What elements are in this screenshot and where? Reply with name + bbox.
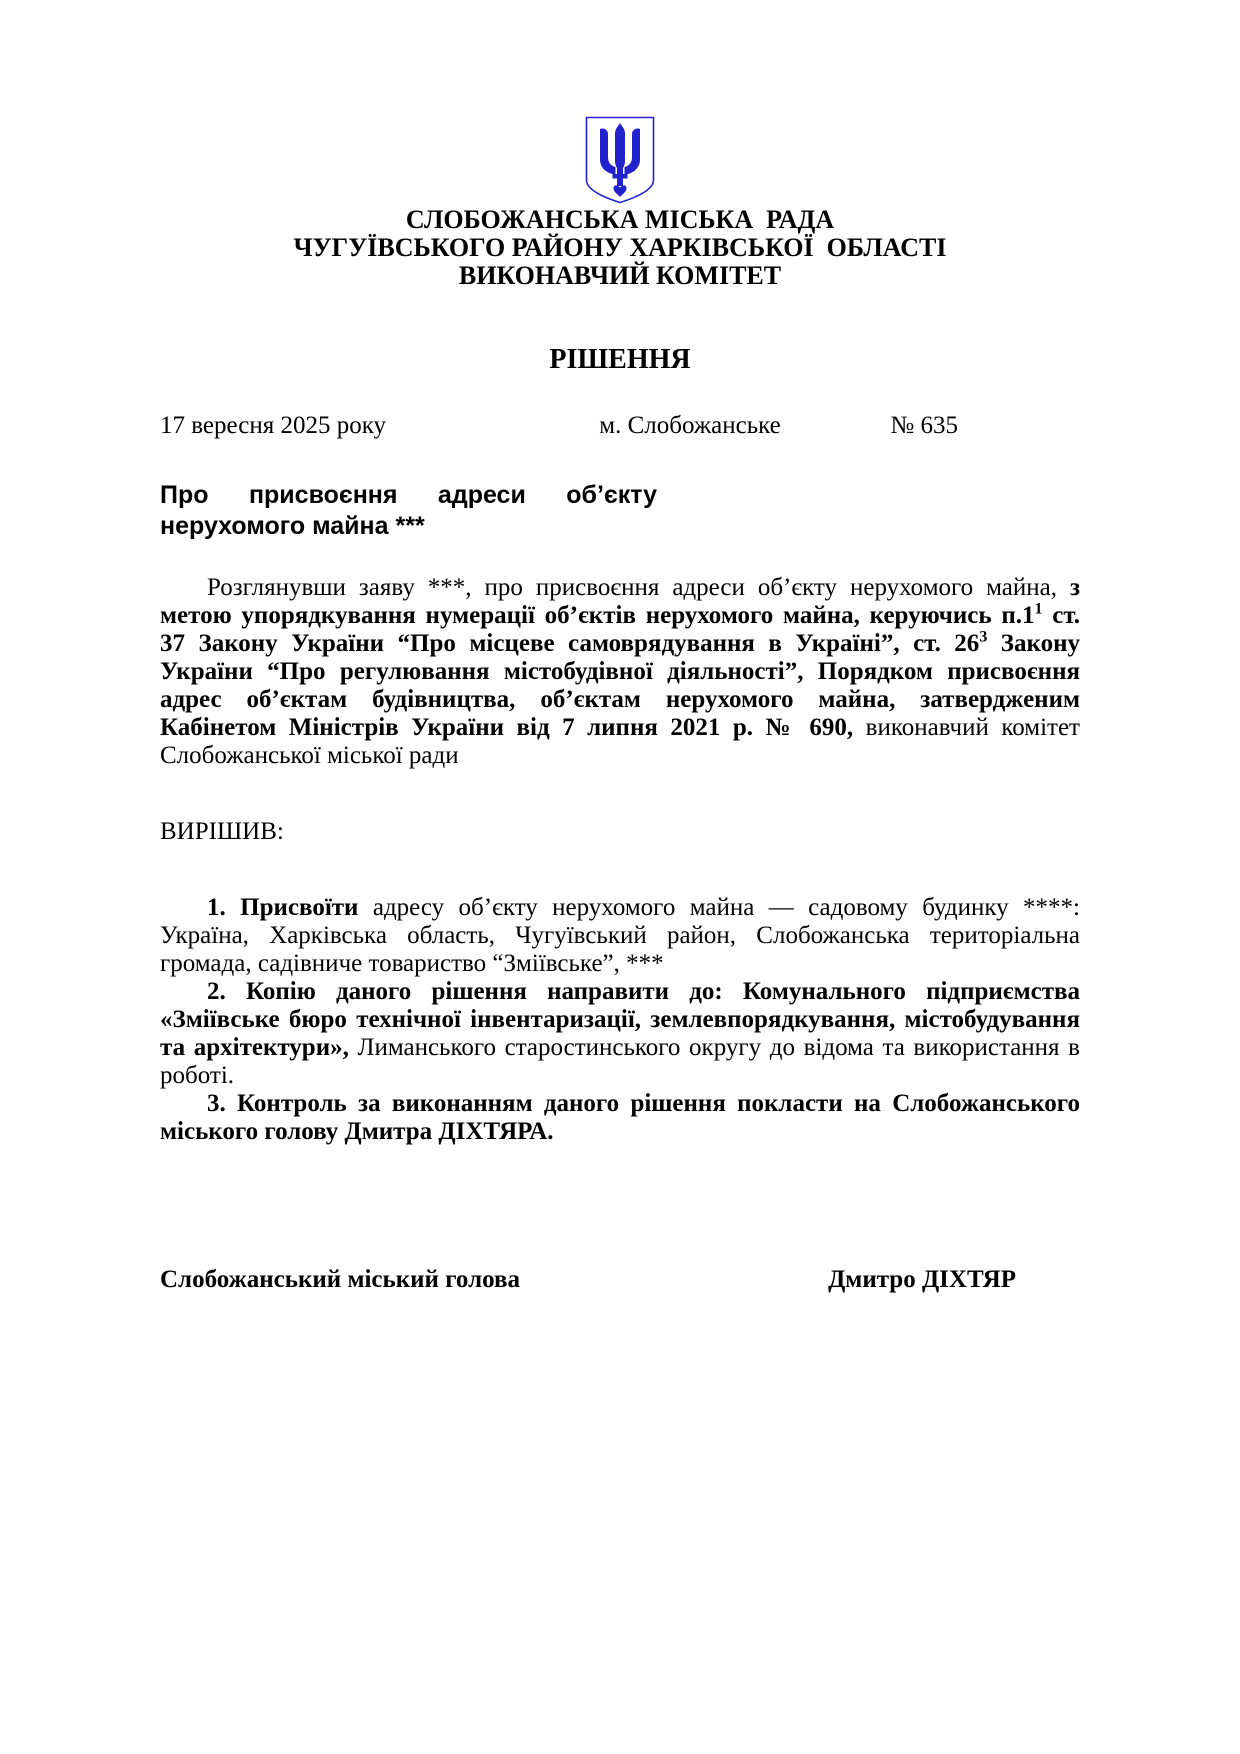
subject-heading [160,480,657,542]
meta-row [160,412,1080,440]
org-name-line: СЛОБОЖАНСЬКА МІСЬКА РАДА [405,205,835,234]
preamble-bold-1: з метою упорядкування нумерації об’єктів нерухомого майна, керуючись п.1 [160,574,1080,629]
item-1-rest: адресу об’єкту нерухомого майна — садовому будинку ****: Україна, Харківська область, Чугуївський район, Слобожанська територіальна громада, садівниче товариство “Зміївське”, *** [160,894,1080,977]
preamble-regular-1: Розглянувши заяву ***, про присвоєння адреси об’єкту нерухомого майна, [207,574,1070,601]
org-header [160,206,1080,290]
signatory-name: Дмитро ДІХТЯР [828,1266,1016,1293]
superscript-1: 1 [1034,600,1043,618]
preamble-bold-2: ст. 37 Закону України “Про місцеве самоврядування в Україні”, ст. 26 [160,602,1080,657]
item-3-lead: 3. Контроль за виконанням даного рішення покласти на Слобожанського міського голову Дмитра ДІХТЯРА. [160,1090,1080,1145]
decision-item-2 [160,978,1080,1090]
signatory-title: Слобожанський міський голова [160,1266,520,1293]
superscript-3: 3 [979,628,988,646]
signature-row [160,1266,1080,1294]
org-committee-line: ВИКОНАВЧИЙ КОМІТЕТ [458,261,782,290]
subject-line-2: нерухомого майна *** [160,512,425,540]
preamble-regular-2: виконавчий комітет Слобожанської міської ради [160,714,1080,769]
preamble-paragraph [160,574,1080,770]
item-1-lead: 1. Присвоїти [207,894,359,921]
tryzub-icon [585,116,655,204]
item-2-rest: Лиманського старостинського округу до відома та використання в роботі. [160,1034,1080,1089]
preamble-bold-3: Закону України “Про регулювання містобудівної діяльності”, Порядком присвоєння адрес об’єктам будівництва, об’єктам нерухомого майна, затвердженим Кабінетом Міністрів України від 7 липня 2021 р. № 690, [160,630,1080,741]
document-number: № 635 [890,412,958,439]
resolved-label: ВИРІШИВ: [160,818,284,845]
document-place: м. Слобожанське [599,412,781,439]
document-type-title: РІШЕННЯ [549,344,691,375]
decision-item-1 [160,894,1080,978]
document-date: 17 вересня 2025 року [160,412,386,439]
subject-line-1: Про присвоєння адреси об’єкту [160,481,657,509]
item-2-lead: 2. Копію даного рішення направити до: Комунального підприємства «Зміївське бюро технічної інвентаризації, землевпорядкування, містобудування та архітектури», [160,978,1080,1061]
coat-of-arms [160,116,1080,204]
org-region-line: ЧУГУЇВСЬКОГО РАЙОНУ ХАРКІВСЬКОЇ ОБЛАСТІ [293,233,947,262]
decision-item-3 [160,1090,1080,1146]
